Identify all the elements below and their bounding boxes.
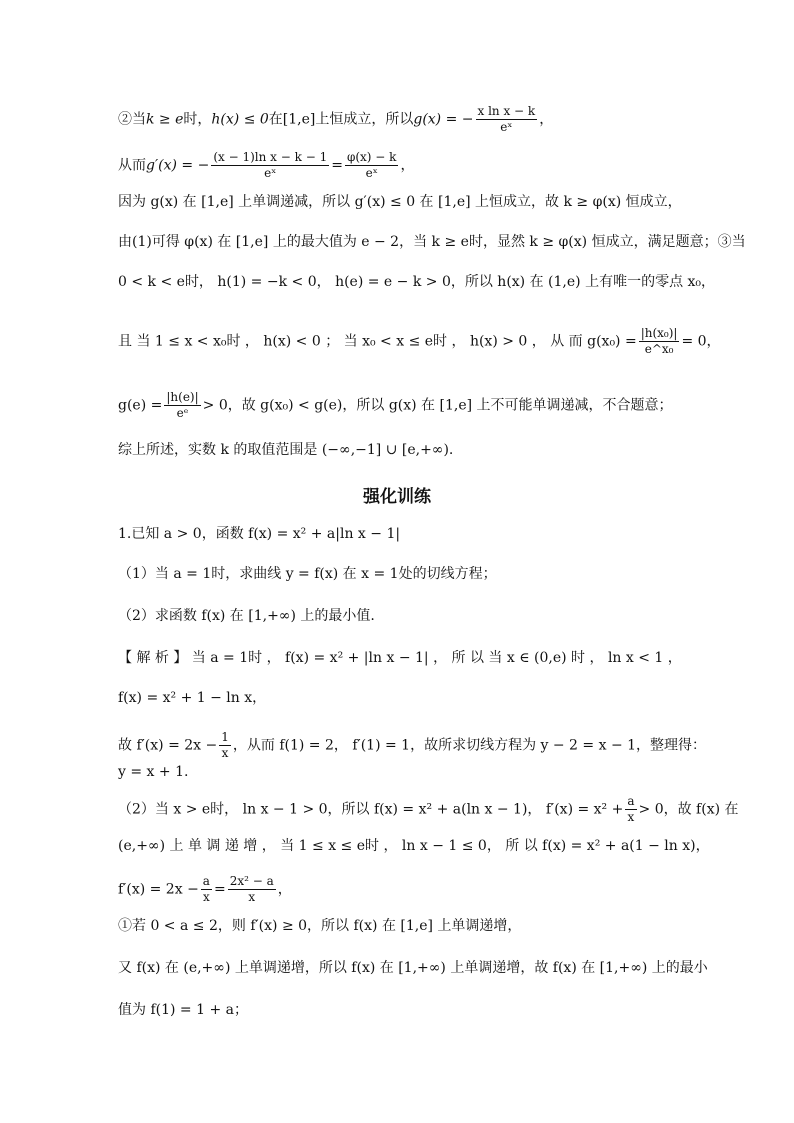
denominator: x bbox=[627, 810, 635, 824]
text: = bbox=[213, 881, 226, 898]
problem-statement: 1.已知 a > 0，函数 f(x) = x² + a|ln x − 1| bbox=[118, 526, 401, 542]
fraction bbox=[219, 730, 231, 761]
fraction bbox=[345, 150, 399, 181]
paragraph-line bbox=[118, 326, 721, 357]
numerator: 1 bbox=[221, 730, 229, 744]
math: k ≥ e bbox=[146, 111, 184, 128]
numerator: |h(x₀)| bbox=[640, 326, 678, 340]
paragraph-line: 因为 g(x) 在 [1,e] 上单调递减，所以 g′(x) ≤ 0 在 [1,e] 上恒成立，故 k ≥ φ(x) 恒成立， bbox=[118, 194, 682, 210]
text: > 0，故 f(x) 在 bbox=[638, 801, 739, 818]
question-2: （2）求函数 f(x) 在 [1,+∞) 上的最小值. bbox=[118, 608, 375, 624]
solution-line: ①若 0 < a ≤ 2，则 f′(x) ≥ 0，所以 f(x) 在 [1,e] 上单调递增， bbox=[118, 918, 522, 934]
case2-line bbox=[118, 104, 553, 135]
question-1: （1）当 a = 1时，求曲线 y = f(x) 在 x = 1处的切线方程； bbox=[118, 566, 497, 582]
fraction bbox=[164, 390, 200, 421]
paragraph-line: 0 < k < e时， h(1) = −k < 0， h(e) = e − k > 0，所以 h(x) 在 (1,e) 上有唯一的零点 x₀， bbox=[118, 274, 716, 290]
denominator: eᵉ bbox=[176, 406, 189, 420]
fraction bbox=[625, 794, 636, 825]
text: g(e) = bbox=[118, 397, 163, 414]
denominator: eˣ bbox=[365, 166, 378, 180]
solution-line: 值为 f(1) = 1 + a； bbox=[118, 1002, 248, 1018]
numerator: φ(x) − k bbox=[346, 150, 397, 164]
denominator: eˣ bbox=[264, 166, 277, 180]
text: 且 当 1 ≤ x < x₀时 ， h(x) < 0 ； 当 x₀ < x ≤ e时 ， h(x) > 0 ， 从 而 g(x₀) = bbox=[118, 333, 637, 350]
solution-line bbox=[118, 730, 706, 761]
text: 上恒成立，所以 bbox=[315, 111, 414, 128]
derivative-line bbox=[118, 150, 414, 181]
text: ，从而 f(1) = 2， f′(1) = 1，故所求切线方程为 y − 2 = x − 1，整理得： bbox=[232, 737, 707, 754]
text: 故 f′(x) = 2x − bbox=[118, 737, 218, 754]
solution-line: 【 解 析 】 当 a = 1时 ， f(x) = x² + |ln x − 1| ， 所 以 当 x ∈ (0,e) 时 ， ln x < 1 ， bbox=[118, 650, 682, 666]
text: ， bbox=[277, 881, 292, 898]
fraction bbox=[201, 874, 212, 905]
denominator: x bbox=[221, 746, 229, 760]
paragraph-line bbox=[118, 390, 673, 421]
numerator: 2x² − a bbox=[229, 874, 274, 888]
text: （2）当 x > e时， ln x − 1 > 0，所以 f(x) = x² + a(ln x − 1)， f′(x) = x² + bbox=[118, 801, 624, 818]
solution-line: 又 f(x) 在 (e,+∞) 上单调递增，所以 f(x) 在 [1,+∞) 上单调递增，故 f(x) 在 [1,+∞) 上的最小 bbox=[118, 960, 708, 976]
text: 时， bbox=[183, 111, 212, 128]
text: = bbox=[331, 157, 343, 174]
denominator: x bbox=[248, 890, 256, 904]
fraction bbox=[211, 150, 329, 181]
numerator: a bbox=[202, 874, 210, 888]
text: f′(x) = 2x − bbox=[118, 881, 199, 898]
denominator: x bbox=[202, 890, 210, 904]
numerator: a bbox=[627, 794, 635, 808]
math: g′(x) = − bbox=[146, 157, 210, 174]
fraction bbox=[228, 874, 276, 905]
paragraph-line: 由(1)可得 φ(x) 在 [1,e] 上的最大值为 e − 2，当 k ≥ e时，显然 k ≥ φ(x) 恒成立，满足题意；③当 bbox=[118, 234, 746, 250]
solution-line: f(x) = x² + 1 − ln x， bbox=[118, 690, 267, 706]
numerator: |h(e)| bbox=[166, 390, 199, 404]
fraction bbox=[639, 326, 680, 357]
fraction bbox=[476, 104, 538, 135]
conclusion-line: 综上所述，实数 k 的取值范围是 (−∞,−1] ∪ [e,+∞). bbox=[118, 442, 454, 458]
solution-line: y = x + 1. bbox=[118, 764, 189, 780]
numerator: (x − 1)ln x − k − 1 bbox=[213, 150, 328, 164]
text: ②当 bbox=[118, 111, 146, 128]
math: [1,e] bbox=[282, 111, 316, 128]
denominator: e^x₀ bbox=[644, 342, 674, 356]
numerator: x ln x − k bbox=[477, 104, 536, 118]
text: > 0，故 g(x₀) < g(e)，所以 g(x) 在 [1,e] 上不可能单调递减，不合题意； bbox=[202, 397, 673, 414]
text: 在 bbox=[268, 111, 283, 128]
text: ， bbox=[400, 157, 415, 174]
math: g(x) = − bbox=[413, 111, 474, 128]
text: = 0， bbox=[681, 333, 721, 350]
solution-line: (e,+∞) 上 单 调 递 增 ， 当 1 ≤ x ≤ e时 ， ln x − 1 ≤ 0， 所 以 f(x) = x² + a(1 − ln x)， bbox=[118, 838, 710, 854]
text: 从而 bbox=[118, 157, 146, 174]
math: h(x) ≤ 0 bbox=[211, 111, 269, 128]
solution-line bbox=[118, 874, 292, 905]
section-title: 强化训练 bbox=[363, 487, 431, 507]
text: ， bbox=[539, 111, 554, 128]
denominator: eˣ bbox=[500, 120, 513, 134]
solution-line bbox=[118, 794, 739, 825]
